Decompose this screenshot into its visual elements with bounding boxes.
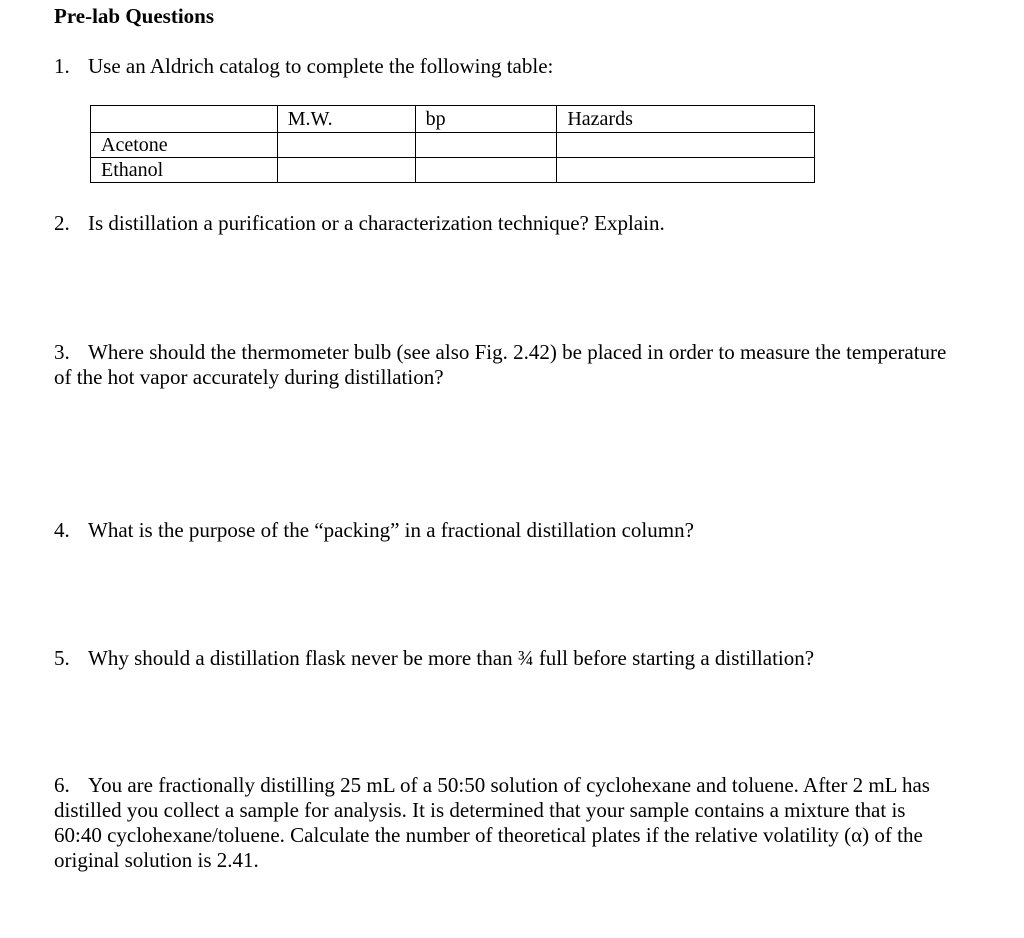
table-cell-compound: Acetone [91,133,278,158]
question-2 [54,211,954,236]
question-text: What is the purpose of the “packing” in a fractional distillation column? [88,518,694,542]
question-number: 1. [54,54,70,78]
question-6 [54,773,934,873]
question-text: Why should a distillation flask never be more than ¾ full before starting a distillation? [88,646,815,670]
table-header-cell [91,106,278,133]
question-4 [54,518,954,543]
question-text: Is distillation a purification or a characterization technique? Explain. [88,211,665,235]
question-3 [54,340,954,390]
table-cell-bp [415,133,557,158]
question-text: Use an Aldrich catalog to complete the following table: [88,54,554,78]
table-header-cell: bp [415,106,557,133]
table-cell-hazards [557,133,815,158]
question-number: 4. [54,518,70,542]
question-number: 6. [54,773,70,797]
table-cell-mw [277,133,415,158]
question-number: 5. [54,646,70,670]
question-text: You are fractionally distilling 25 mL of a 50:50 solution of cyclohexane and toluene. After 2 mL has distilled you collect a sample for analysis. It is determined that your sample contains a mixture that is 60:40 cyclohexane/toluene. Calculate the number of theoretical plates if the relative volatility (α) of the original solution is 2.41. [54,773,930,872]
table-cell-bp [415,158,557,183]
table-cell-hazards [557,158,815,183]
catalog-table [90,105,815,183]
question-text: Where should the thermometer bulb (see also Fig. 2.42) be placed in order to measure the temperature of the hot vapor accurately during distillation? [54,340,947,389]
question-number: 2. [54,211,70,235]
table-row [91,158,815,183]
question-number: 3. [54,340,70,364]
table-row [91,133,815,158]
table-header-cell: M.W. [277,106,415,133]
table-header-cell: Hazards [557,106,815,133]
question-1 [54,54,954,79]
table-cell-compound: Ethanol [91,158,278,183]
table-header-row [91,106,815,133]
question-5 [54,646,954,671]
table-cell-mw [277,158,415,183]
page-title: Pre-lab Questions [54,4,215,28]
